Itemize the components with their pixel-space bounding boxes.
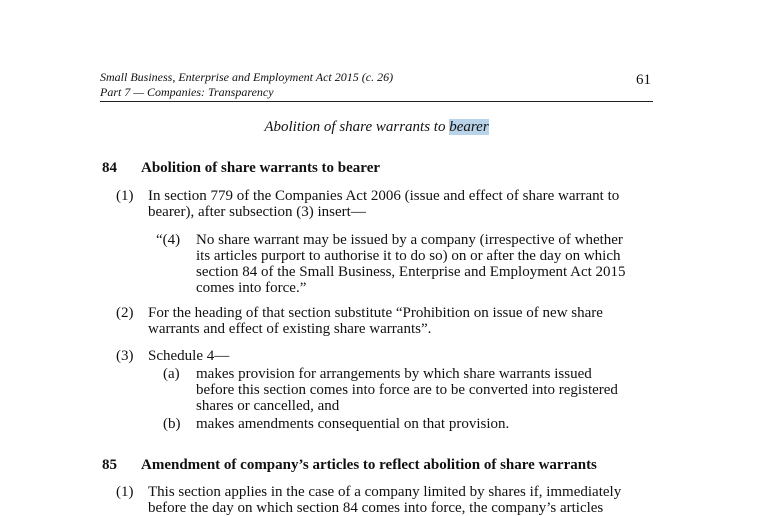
subtitle-text: Abolition of share warrants to xyxy=(264,119,450,135)
section-number: 84 xyxy=(102,160,117,176)
text-line: bearer), after subsection (3) insert— xyxy=(148,204,366,220)
subsection-text xyxy=(148,348,653,364)
text-line: before this section comes into force are to be converted into registered xyxy=(196,382,618,398)
subsection-marker: (1) xyxy=(116,188,134,204)
text-line: For the heading of that section substitute “Prohibition on issue of new share xyxy=(148,305,603,321)
text-line: makes provision for arrangements by which share warrants issued xyxy=(196,366,592,382)
paragraph-marker: (a) xyxy=(163,366,180,382)
section-number: 85 xyxy=(102,457,117,473)
text-line: its articles purport to authorise it to do so) on or after the day on which xyxy=(196,248,621,264)
part-title: Part 7 — Companies: Transparency xyxy=(100,85,274,99)
subsection-marker: (2) xyxy=(116,305,134,321)
quote-text xyxy=(196,232,653,296)
highlighted-search-term[interactable]: bearer xyxy=(449,119,489,135)
paragraph-text xyxy=(196,416,653,432)
subsection-text xyxy=(148,188,653,220)
text-line: shares or cancelled, and xyxy=(196,398,340,414)
running-header xyxy=(100,70,653,100)
text-line: In section 779 of the Companies Act 2006 (issue and effect of share warrant to xyxy=(148,188,620,204)
page-number: 61 xyxy=(636,72,651,88)
text-line: warrants and effect of existing share warrants”. xyxy=(148,321,432,337)
paragraph-marker: (b) xyxy=(163,416,181,432)
quote-marker: “(4) xyxy=(156,232,181,248)
text-line: Schedule 4— xyxy=(148,348,230,364)
subsection-marker: (1) xyxy=(116,484,134,500)
subsection-text xyxy=(148,484,653,516)
subsection-marker: (3) xyxy=(116,348,134,364)
subsection-text xyxy=(148,305,653,337)
text-line: makes amendments consequential on that provision. xyxy=(196,416,510,432)
text-line: No share warrant may be issued by a company (irrespective of whether xyxy=(196,232,623,248)
act-title: Small Business, Enterprise and Employment Act 2015 (c. 26) xyxy=(100,70,394,84)
section-group-title xyxy=(100,119,653,136)
section-title: Amendment of company’s articles to reflect abolition of share warrants xyxy=(141,457,597,473)
header-rule xyxy=(100,101,653,102)
section-title: Abolition of share warrants to bearer xyxy=(141,160,381,176)
text-line: comes into force.” xyxy=(196,280,307,296)
paragraph-text xyxy=(196,366,653,414)
text-line: before the day on which section 84 comes into force, the company’s articles xyxy=(148,500,604,516)
text-line: This section applies in the case of a company limited by shares if, immediately xyxy=(148,484,622,500)
text-line: section 84 of the Small Business, Enterprise and Employment Act 2015 xyxy=(196,264,626,280)
